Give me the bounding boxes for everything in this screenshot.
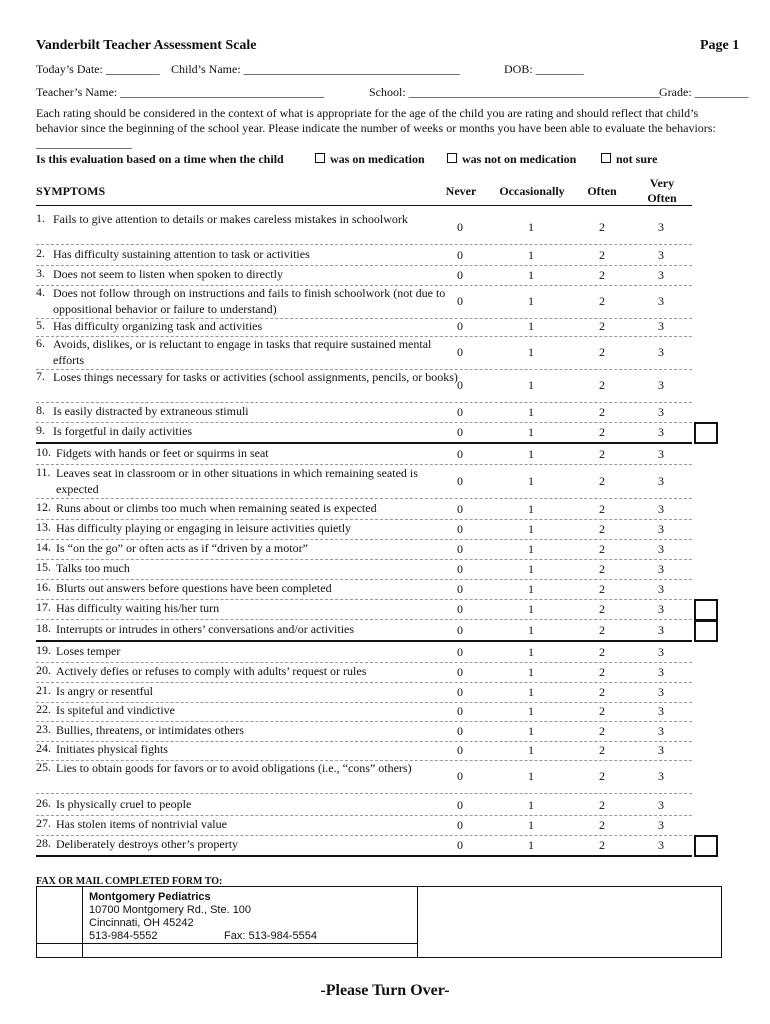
table-row [36,211,692,243]
table-row [36,520,692,538]
table-row [36,600,692,618]
item-number: 19. [36,643,51,657]
very-often-column-header [636,176,688,206]
item-number: 6. [36,336,45,350]
item-text: Does not seem to listen when spoken to directly [53,267,283,281]
rating-never[interactable]: 0 [457,502,463,516]
table-row [36,796,692,814]
item-number: 4. [36,285,45,299]
rating-very-often[interactable]: 3 [658,818,664,832]
item-text: Runs about or climbs too much when remaining seated is expected [56,501,377,515]
table-row [36,445,692,463]
item-number: 2. [36,246,45,260]
rating-occasionally[interactable]: 1 [528,294,534,308]
rating-occasionally[interactable]: 1 [528,248,534,262]
fax-number: Fax: 513-984-5554 [224,930,317,942]
item-number: 26. [36,796,51,810]
rating-often[interactable]: 2 [599,582,605,596]
section-divider [36,442,692,444]
evaluation-question: Is this evaluation based on a time when the child [36,152,284,166]
table-divider [83,943,417,944]
table-row [36,266,692,284]
rating-never[interactable]: 0 [457,345,463,359]
row-divider [36,793,692,794]
rating-often[interactable]: 2 [599,268,605,282]
rating-never[interactable]: 0 [457,268,463,282]
rating-very-often[interactable]: 3 [658,425,664,439]
rating-occasionally[interactable]: 1 [528,474,534,488]
rating-occasionally[interactable]: 1 [528,838,534,852]
rating-occasionally[interactable]: 1 [528,743,534,757]
rating-occasionally[interactable]: 1 [528,319,534,333]
rating-occasionally[interactable]: 1 [528,769,534,783]
item-text: Has difficulty organizing task and activities [53,319,263,333]
table-row [36,722,692,740]
rating-never[interactable]: 0 [457,685,463,699]
rating-never[interactable]: 0 [457,704,463,718]
rating-often[interactable]: 2 [599,502,605,516]
table-row [36,500,692,518]
table-row [36,741,692,759]
rating-never[interactable]: 0 [457,665,463,679]
rating-very-often[interactable]: 3 [658,798,664,812]
rating-occasionally[interactable]: 1 [528,798,534,812]
fax-label: FAX OR MAIL COMPLETED FORM TO: [36,876,223,887]
rating-often[interactable]: 2 [599,685,605,699]
rating-often[interactable]: 2 [599,838,605,852]
rating-very-often[interactable]: 3 [658,645,664,659]
rating-occasionally[interactable]: 1 [528,562,534,576]
item-text: Actively defies or refuses to comply with adults’ request or rules [56,664,367,678]
item-text: Loses temper [56,644,121,658]
school-field[interactable]: School: __________________________________________ [369,85,661,99]
item-number: 1. [36,211,45,225]
rating-occasionally[interactable]: 1 [528,220,534,234]
table-row [36,285,692,317]
teachers-name-field[interactable]: Teacher’s Name: __________________________________ [36,85,325,99]
rating-occasionally[interactable]: 1 [528,645,534,659]
rating-never[interactable]: 0 [457,743,463,757]
rating-occasionally[interactable]: 1 [528,345,534,359]
rating-occasionally[interactable]: 1 [528,602,534,616]
mailing-address [89,891,409,943]
item-number: 5. [36,318,45,332]
form-title: Vanderbilt Teacher Assessment Scale [36,38,257,53]
rating-often[interactable]: 2 [599,294,605,308]
page-number: Page 1 [700,38,740,53]
rating-occasionally[interactable]: 1 [528,405,534,419]
rating-very-often[interactable]: 3 [658,838,664,852]
item-text: Loses things necessary for tasks or activities (school assignments, pencils, or books) [53,370,458,384]
rating-often[interactable]: 2 [599,405,605,419]
item-text: Has difficulty playing or engaging in leisure activities quietly [56,521,352,535]
rating-occasionally[interactable]: 1 [528,425,534,439]
rating-very-often[interactable]: 3 [658,294,664,308]
item-text: Has stolen items of nontrivial value [56,817,227,831]
table-row [36,246,692,264]
rating-very-often[interactable]: 3 [658,447,664,461]
rating-never[interactable]: 0 [457,319,463,333]
rating-never[interactable]: 0 [457,447,463,461]
rating-very-often[interactable]: 3 [658,623,664,637]
option-not-on-medication[interactable] [447,152,576,167]
item-text: Avoids, dislikes, or is reluctant to engage in tasks that require sustained mental efforts [53,337,432,367]
rating-often[interactable]: 2 [599,319,605,333]
rating-often[interactable]: 2 [599,743,605,757]
rating-often[interactable]: 2 [599,248,605,262]
instructions-text: Each rating should be considered in the context of what is appropriate for the age of the child you are rating and should reflect that child’s behavior since the beginning of the school year. Please indicate the number of weeks or months you have been able to evaluate the behaviors: ________________ [36,106,716,150]
address-line-2: Cincinnati, OH 45242 [89,917,194,929]
rating-often[interactable]: 2 [599,562,605,576]
rating-very-often[interactable]: 3 [658,562,664,576]
table-row [36,663,692,681]
rating-often[interactable]: 2 [599,522,605,536]
rating-never[interactable]: 0 [457,838,463,852]
table-row [36,369,692,401]
item-text: Is forgetful in daily activities [53,424,193,438]
option-label: was not on medication [462,152,577,166]
rating-very-often[interactable]: 3 [658,345,664,359]
rating-never[interactable]: 0 [457,248,463,262]
rating-occasionally[interactable]: 1 [528,582,534,596]
rating-very-often[interactable]: 3 [658,405,664,419]
rating-very-often[interactable]: 3 [658,378,664,392]
address-line-1: 10700 Montgomery Rd., Ste. 100 [89,904,252,916]
item-text: Fails to give attention to details or makes careless mistakes in schoolwork [53,212,408,226]
rating-very-often[interactable]: 3 [658,743,664,757]
checkbox-icon[interactable] [447,153,457,163]
rating-often[interactable]: 2 [599,220,605,234]
rating-occasionally[interactable]: 1 [528,685,534,699]
rating-often[interactable]: 2 [599,645,605,659]
rating-never[interactable]: 0 [457,582,463,596]
item-text: Is spiteful and vindictive [56,703,175,717]
rating-very-often[interactable]: 3 [658,268,664,282]
item-number: 25. [36,760,51,774]
option-label: not sure [616,152,658,166]
table-divider [417,887,418,957]
rating-never[interactable]: 0 [457,818,463,832]
table-row [36,702,692,720]
rating-very-often[interactable]: 3 [658,685,664,699]
very-often-line-2: Often [647,191,677,205]
rating-occasionally[interactable]: 1 [528,623,534,637]
table-row [36,560,692,578]
item-number: 11. [36,465,51,479]
rating-occasionally[interactable]: 1 [528,818,534,832]
score-tally-box[interactable] [694,620,718,642]
item-number: 18. [36,621,51,635]
rating-never[interactable]: 0 [457,602,463,616]
childs-name-field[interactable]: Child’s Name: ____________________________________ [171,62,460,76]
rating-never[interactable]: 0 [457,645,463,659]
item-number: 8. [36,403,45,417]
rating-never[interactable]: 0 [457,425,463,439]
table-row [36,465,692,497]
rating-never[interactable]: 0 [457,294,463,308]
dob-field[interactable]: DOB: ________ [504,62,584,76]
rating-occasionally[interactable]: 1 [528,502,534,516]
item-text: Is physically cruel to people [56,797,192,811]
header-divider [36,205,692,206]
item-text: Does not follow through on instructions and fails to finish schoolwork (not due to oppositional behavior or failure to understand) [53,286,446,316]
checkbox-icon[interactable] [315,153,325,163]
item-number: 21. [36,683,51,697]
item-number: 14. [36,540,51,554]
item-text: Initiates physical fights [56,742,168,756]
practice-name: Montgomery Pediatrics [89,891,211,903]
item-text: Bullies, threatens, or intimidates others [56,723,244,737]
occasionally-column-header: Occasionally [499,184,565,198]
rating-very-often[interactable]: 3 [658,582,664,596]
rating-often[interactable]: 2 [599,623,605,637]
checkbox-icon[interactable] [601,153,611,163]
item-text: Has difficulty sustaining attention to task or activities [53,247,310,261]
table-row [36,836,692,854]
item-number: 7. [36,369,45,383]
item-number: 20. [36,663,51,677]
table-row [36,621,692,639]
table-row [36,816,692,834]
row-divider [36,498,692,499]
todays-date-field[interactable]: Today’s Date: _________ [36,62,160,76]
table-cell [37,944,83,957]
often-column-header: Often [587,184,617,198]
row-divider [36,619,692,620]
item-text: Is angry or resentful [56,684,153,698]
table-row [36,580,692,598]
table-row [36,336,692,368]
rating-very-often[interactable]: 3 [658,704,664,718]
table-row [36,643,692,661]
rating-very-often[interactable]: 3 [658,502,664,516]
rating-often[interactable]: 2 [599,665,605,679]
rating-often[interactable]: 2 [599,345,605,359]
item-text: Deliberately destroys other’s property [56,837,239,851]
rating-occasionally[interactable]: 1 [528,665,534,679]
section-divider [36,640,692,642]
table-cell [37,887,83,944]
rating-very-often[interactable]: 3 [658,602,664,616]
rating-never[interactable]: 0 [457,542,463,556]
score-tally-box[interactable] [694,835,718,857]
rating-very-often[interactable]: 3 [658,522,664,536]
item-number: 12. [36,500,51,514]
rating-never[interactable]: 0 [457,378,463,392]
item-number: 10. [36,445,51,459]
rating-occasionally[interactable]: 1 [528,268,534,282]
rating-often[interactable]: 2 [599,542,605,556]
rating-never[interactable]: 0 [457,769,463,783]
please-turn-over: -Please Turn Over- [320,982,450,999]
rating-never[interactable]: 0 [457,522,463,536]
rating-never[interactable]: 0 [457,220,463,234]
rating-occasionally[interactable]: 1 [528,542,534,556]
item-text: Talks too much [56,561,130,575]
item-number: 9. [36,423,45,437]
score-tally-box[interactable] [694,422,718,444]
very-often-line-1: Very [649,176,675,190]
rating-never[interactable]: 0 [457,562,463,576]
item-number: 13. [36,520,51,534]
item-number: 24. [36,741,51,755]
rating-very-often[interactable]: 3 [658,665,664,679]
contact-row [89,930,409,943]
rating-often[interactable]: 2 [599,602,605,616]
score-tally-box[interactable] [694,599,718,621]
item-text: Blurts out answers before questions have been completed [56,581,332,595]
table-row [36,683,692,701]
mailing-address-table [36,886,722,958]
item-text: Lies to obtain goods for favors or to avoid obligations (i.e., “cons” others) [56,761,412,775]
rating-occasionally[interactable]: 1 [528,447,534,461]
table-row [36,423,692,441]
rating-very-often[interactable]: 3 [658,220,664,234]
rating-very-often[interactable]: 3 [658,319,664,333]
rating-very-often[interactable]: 3 [658,724,664,738]
rating-often[interactable]: 2 [599,704,605,718]
table-row [36,760,692,792]
item-number: 17. [36,600,51,614]
rating-never[interactable]: 0 [457,474,463,488]
option-label: was on medication [330,152,425,166]
rating-never[interactable]: 0 [457,798,463,812]
rating-often[interactable]: 2 [599,447,605,461]
symptoms-column-header: SYMPTOMS [36,184,106,198]
item-number: 16. [36,580,51,594]
rating-occasionally[interactable]: 1 [528,522,534,536]
table-row [36,318,692,335]
rating-occasionally[interactable]: 1 [528,704,534,718]
rating-often[interactable]: 2 [599,798,605,812]
rating-often[interactable]: 2 [599,425,605,439]
rating-very-often[interactable]: 3 [658,248,664,262]
row-divider [36,244,692,245]
option-on-medication[interactable] [315,152,425,167]
rating-very-often[interactable]: 3 [658,769,664,783]
rating-occasionally[interactable]: 1 [528,724,534,738]
rating-often[interactable]: 2 [599,378,605,392]
rating-very-often[interactable]: 3 [658,474,664,488]
rating-occasionally[interactable]: 1 [528,378,534,392]
table-row [36,540,692,558]
item-number: 28. [36,836,51,850]
item-text: Has difficulty waiting his/her turn [56,601,220,615]
rating-often[interactable]: 2 [599,724,605,738]
rating-never[interactable]: 0 [457,405,463,419]
rating-never[interactable]: 0 [457,724,463,738]
rating-very-often[interactable]: 3 [658,542,664,556]
never-column-header: Never [445,184,477,198]
rating-never[interactable]: 0 [457,623,463,637]
item-number: 22. [36,702,51,716]
section-divider [36,855,692,857]
rating-often[interactable]: 2 [599,474,605,488]
grade-field[interactable]: Grade: _________ [659,85,749,99]
item-text: Leaves seat in classroom or in other situations in which remaining seated is expected [56,466,418,496]
rating-often[interactable]: 2 [599,769,605,783]
option-not-sure[interactable] [601,152,657,167]
item-number: 27. [36,816,51,830]
item-text: Interrupts or intrudes in others’ conversations and/or activities [56,622,355,636]
item-text: Fidgets with hands or feet or squirms in seat [56,446,269,460]
item-number: 23. [36,722,51,736]
item-number: 15. [36,560,51,574]
item-text: Is easily distracted by extraneous stimuli [53,404,249,418]
table-row [36,403,692,421]
rating-often[interactable]: 2 [599,818,605,832]
phone-number: 513-984-5552 [89,930,158,942]
item-number: 3. [36,266,45,280]
item-text: Is “on the go” or often acts as if “driven by a motor” [56,541,308,555]
